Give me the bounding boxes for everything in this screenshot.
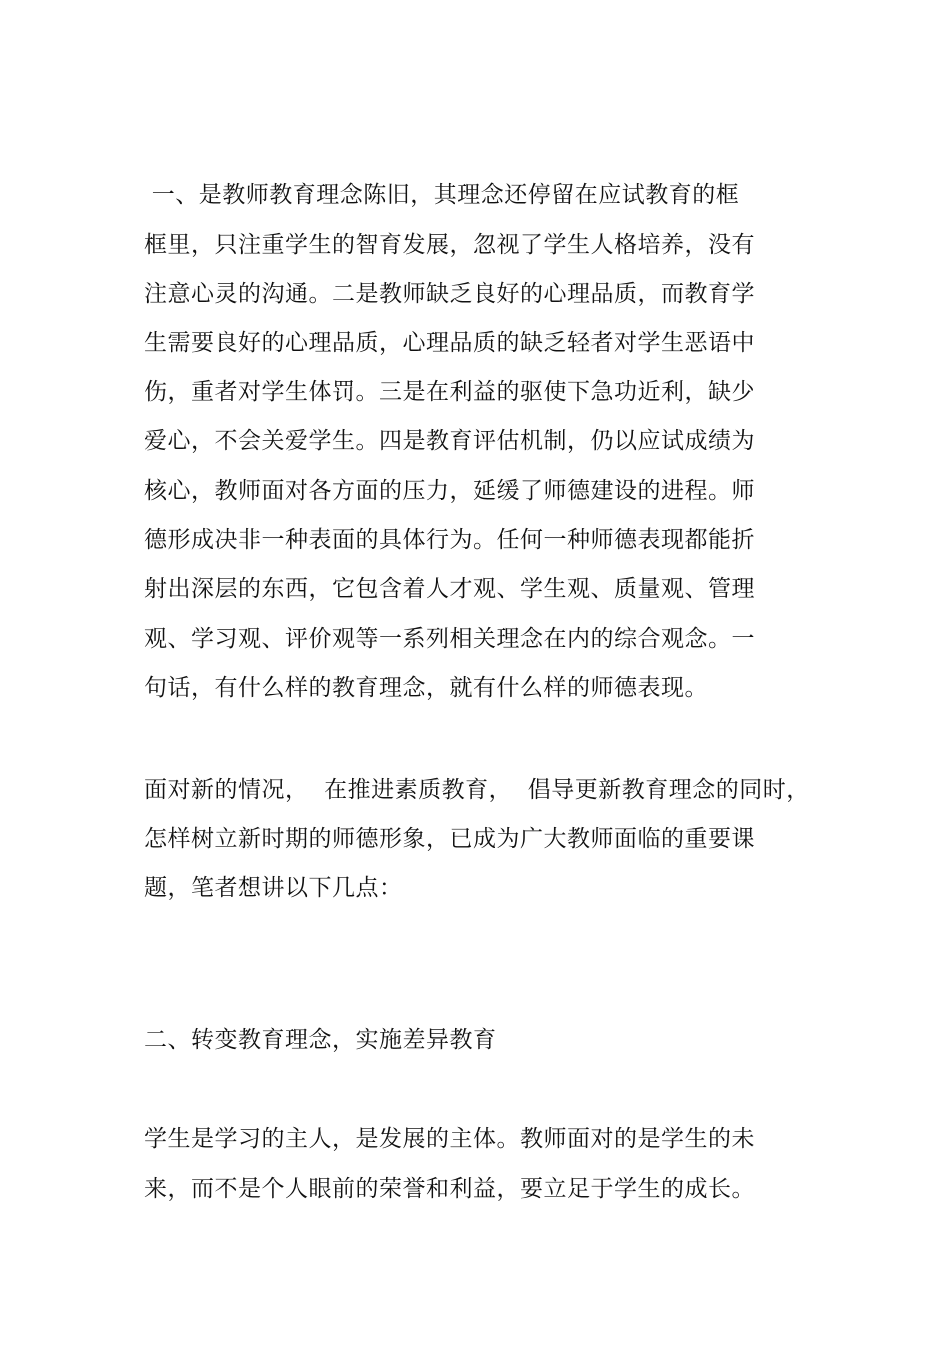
paragraph-1-line: 射出深层的东西，它包含着人才观、学生观、质量观、管理	[144, 576, 755, 602]
paragraph-1-line: 伤，重者对学生体罚。三是在利益的驱使下急功近利，缺少	[144, 379, 755, 405]
paragraph-2-line: 题，笔者想讲以下几点：	[144, 875, 403, 901]
paragraph-2-line: 面对新的情况， 在推进素质教育， 倡导更新教育理念的同时，	[144, 777, 810, 803]
paragraph-1-line: 爱心，不会关爱学生。四是教育评估机制，仍以应试成绩为	[144, 428, 755, 454]
paragraph-1-line: 句话，有什么样的教育理念，就有什么样的师德表现。	[144, 675, 708, 701]
paragraph-3-line: 来，而不是个人眼前的荣誉和利益，要立足于学生的成长。	[144, 1176, 755, 1202]
paragraph-1-line: 框里，只注重学生的智育发展，忽视了学生人格培养，没有	[144, 232, 755, 258]
paragraph-3-line: 学生是学习的主人，是发展的主体。教师面对的是学生的未	[144, 1126, 755, 1152]
paragraph-1-line: 注意心灵的沟通。二是教师缺乏良好的心理品质，而教育学	[144, 281, 755, 307]
paragraph-1-line: 观、学习观、评价观等一系列相关理念在内的综合观念。一	[144, 626, 755, 652]
paragraph-1-line: 核心，教师面对各方面的压力，延缓了师德建设的进程。师	[144, 478, 755, 504]
section-heading: 二、转变教育理念，实施差异教育	[144, 1027, 497, 1053]
paragraph-1-line: 德形成决非一种表面的具体行为。任何一种师德表现都能折	[144, 527, 755, 553]
paragraph-1-line: 一、是教师教育理念陈旧，其理念还停留在应试教育的框	[144, 182, 740, 208]
paragraph-1-line: 生需要良好的心理品质，心理品质的缺乏轻者对学生恶语中	[144, 330, 755, 356]
paragraph-2-line: 怎样树立新时期的师德形象，已成为广大教师面临的重要课	[144, 826, 755, 852]
